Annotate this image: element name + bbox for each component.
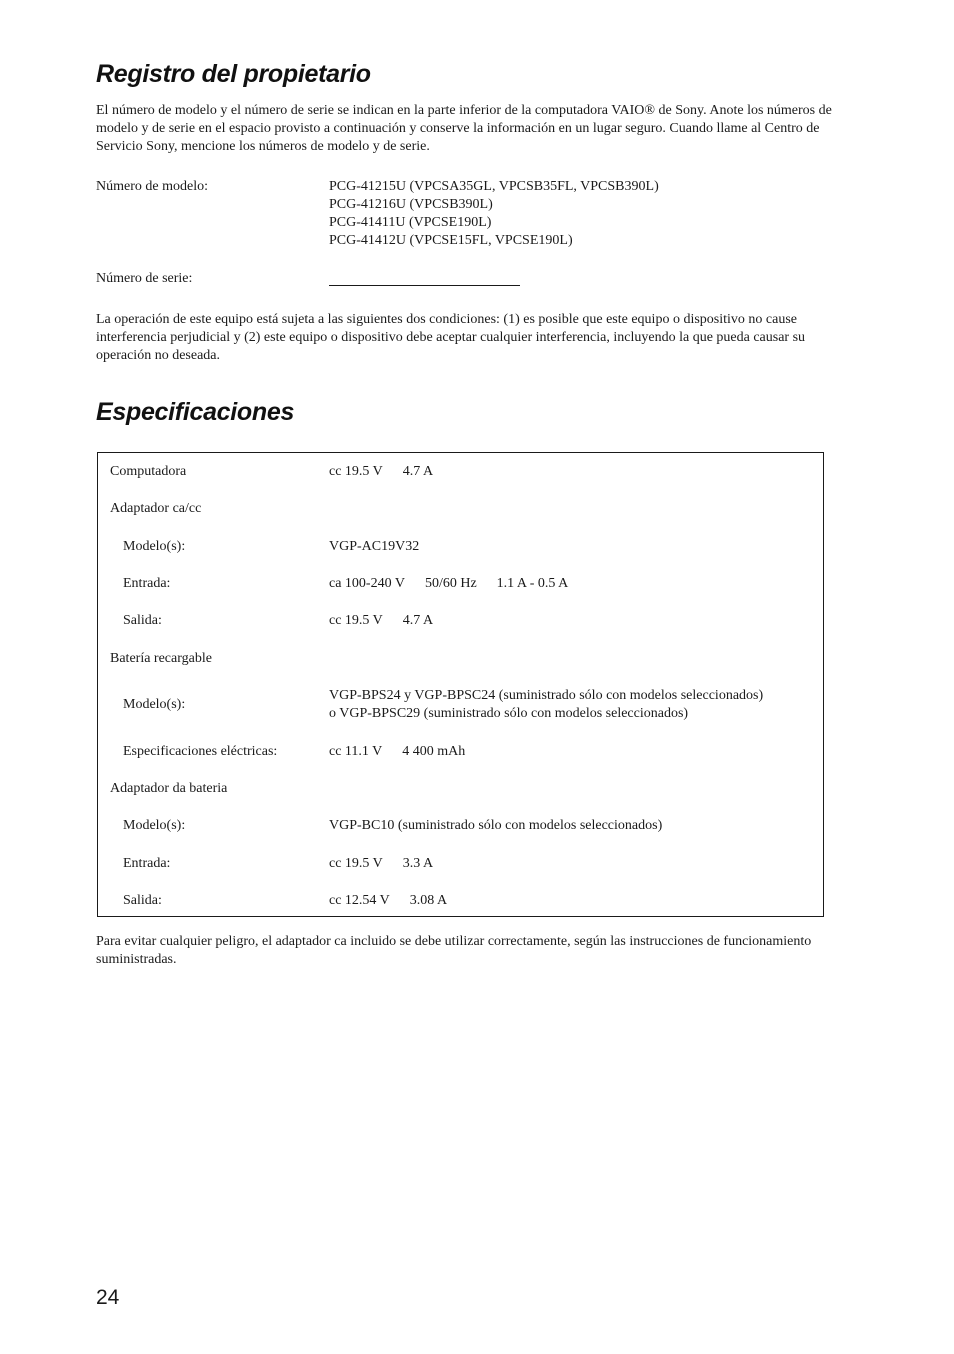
spec-label: Computadora [110,464,187,479]
spec-value: cc 11.1 V 4 400 mAh [329,744,466,759]
model-number-item: PCG-41215U (VPCSA35GL, VPCSB35FL, VPCSB390L) [329,179,659,194]
spec-label: Modelo(s): [123,539,186,554]
spec-value: ca 100-240 V 50/60 Hz 1.1 A - 0.5 A [329,576,569,591]
spec-value: cc 12.54 V 3.08 A [329,893,448,908]
spec-label: Modelo(s): [123,697,186,712]
spec-group-label: Adaptador ca/cc [110,501,202,516]
serial-number-label: Número de serie: [96,271,193,286]
spec-value: VGP-BC10 (suministrado sólo con modelos seleccionados) [329,818,663,833]
registro-intro-paragraph: El número de modelo y el número de serie se indican en la parte inferior de la computadora VAIO® de Sony. Anote los números de modelo y de serie en el espacio provisto a continuación y conserve la información en un lugar seguro. Cuando llame al Centro de Servicio Sony, mencione los números de modelo y de serie. [96,103,832,154]
model-number-item: PCG-41216U (VPCSB390L) [329,197,493,212]
safety-note-paragraph: Para evitar cualquier peligro, el adaptador ca incluido se debe utilizar correctamente, según las instrucciones de funcionamiento suministradas. [96,934,812,967]
serial-number-blank-line [329,285,520,286]
spec-label: Entrada: [123,576,171,591]
spec-value: VGP-AC19V32 [329,539,420,554]
spec-label: Entrada: [123,856,171,871]
spec-value: cc 19.5 V 4.7 A [329,613,434,628]
spec-group-label: Batería recargable [110,651,212,666]
model-number-item: PCG-41411U (VPCSE190L) [329,215,492,230]
spec-label: Salida: [123,613,162,628]
model-number-item: PCG-41412U (VPCSE15FL, VPCSE190L) [329,233,573,248]
model-number-label: Número de modelo: [96,179,208,194]
spec-label: Modelo(s): [123,818,186,833]
spec-label: Salida: [123,893,162,908]
spec-value: VGP-BPS24 y VGP-BPSC24 (suministrado sólo con modelos seleccionados) o VGP-BPSC29 (suministrado sólo con modelos seleccionados) [329,688,764,721]
spec-value: cc 19.5 V 4.7 A [329,464,434,479]
page-number: 24 [96,1286,120,1309]
model-number-list [329,178,659,250]
specifications-table [97,452,824,917]
operation-conditions-paragraph: La operación de este equipo está sujeta a las siguientes dos condiciones: (1) es posible que este equipo o dispositivo no cause interferencia perjudicial y (2) este equipo o dispositivo debe aceptar cualquier interferencia, incluyendo la que pueda causar su operación no deseada. [96,312,806,363]
spec-value: cc 19.5 V 3.3 A [329,856,434,871]
spec-group-label: Adaptador da bateria [110,781,228,796]
spec-label: Especificaciones eléctricas: [123,744,278,759]
section-heading-especificaciones: Especificaciones [96,398,295,426]
section-heading-registro: Registro del propietario [96,60,371,88]
